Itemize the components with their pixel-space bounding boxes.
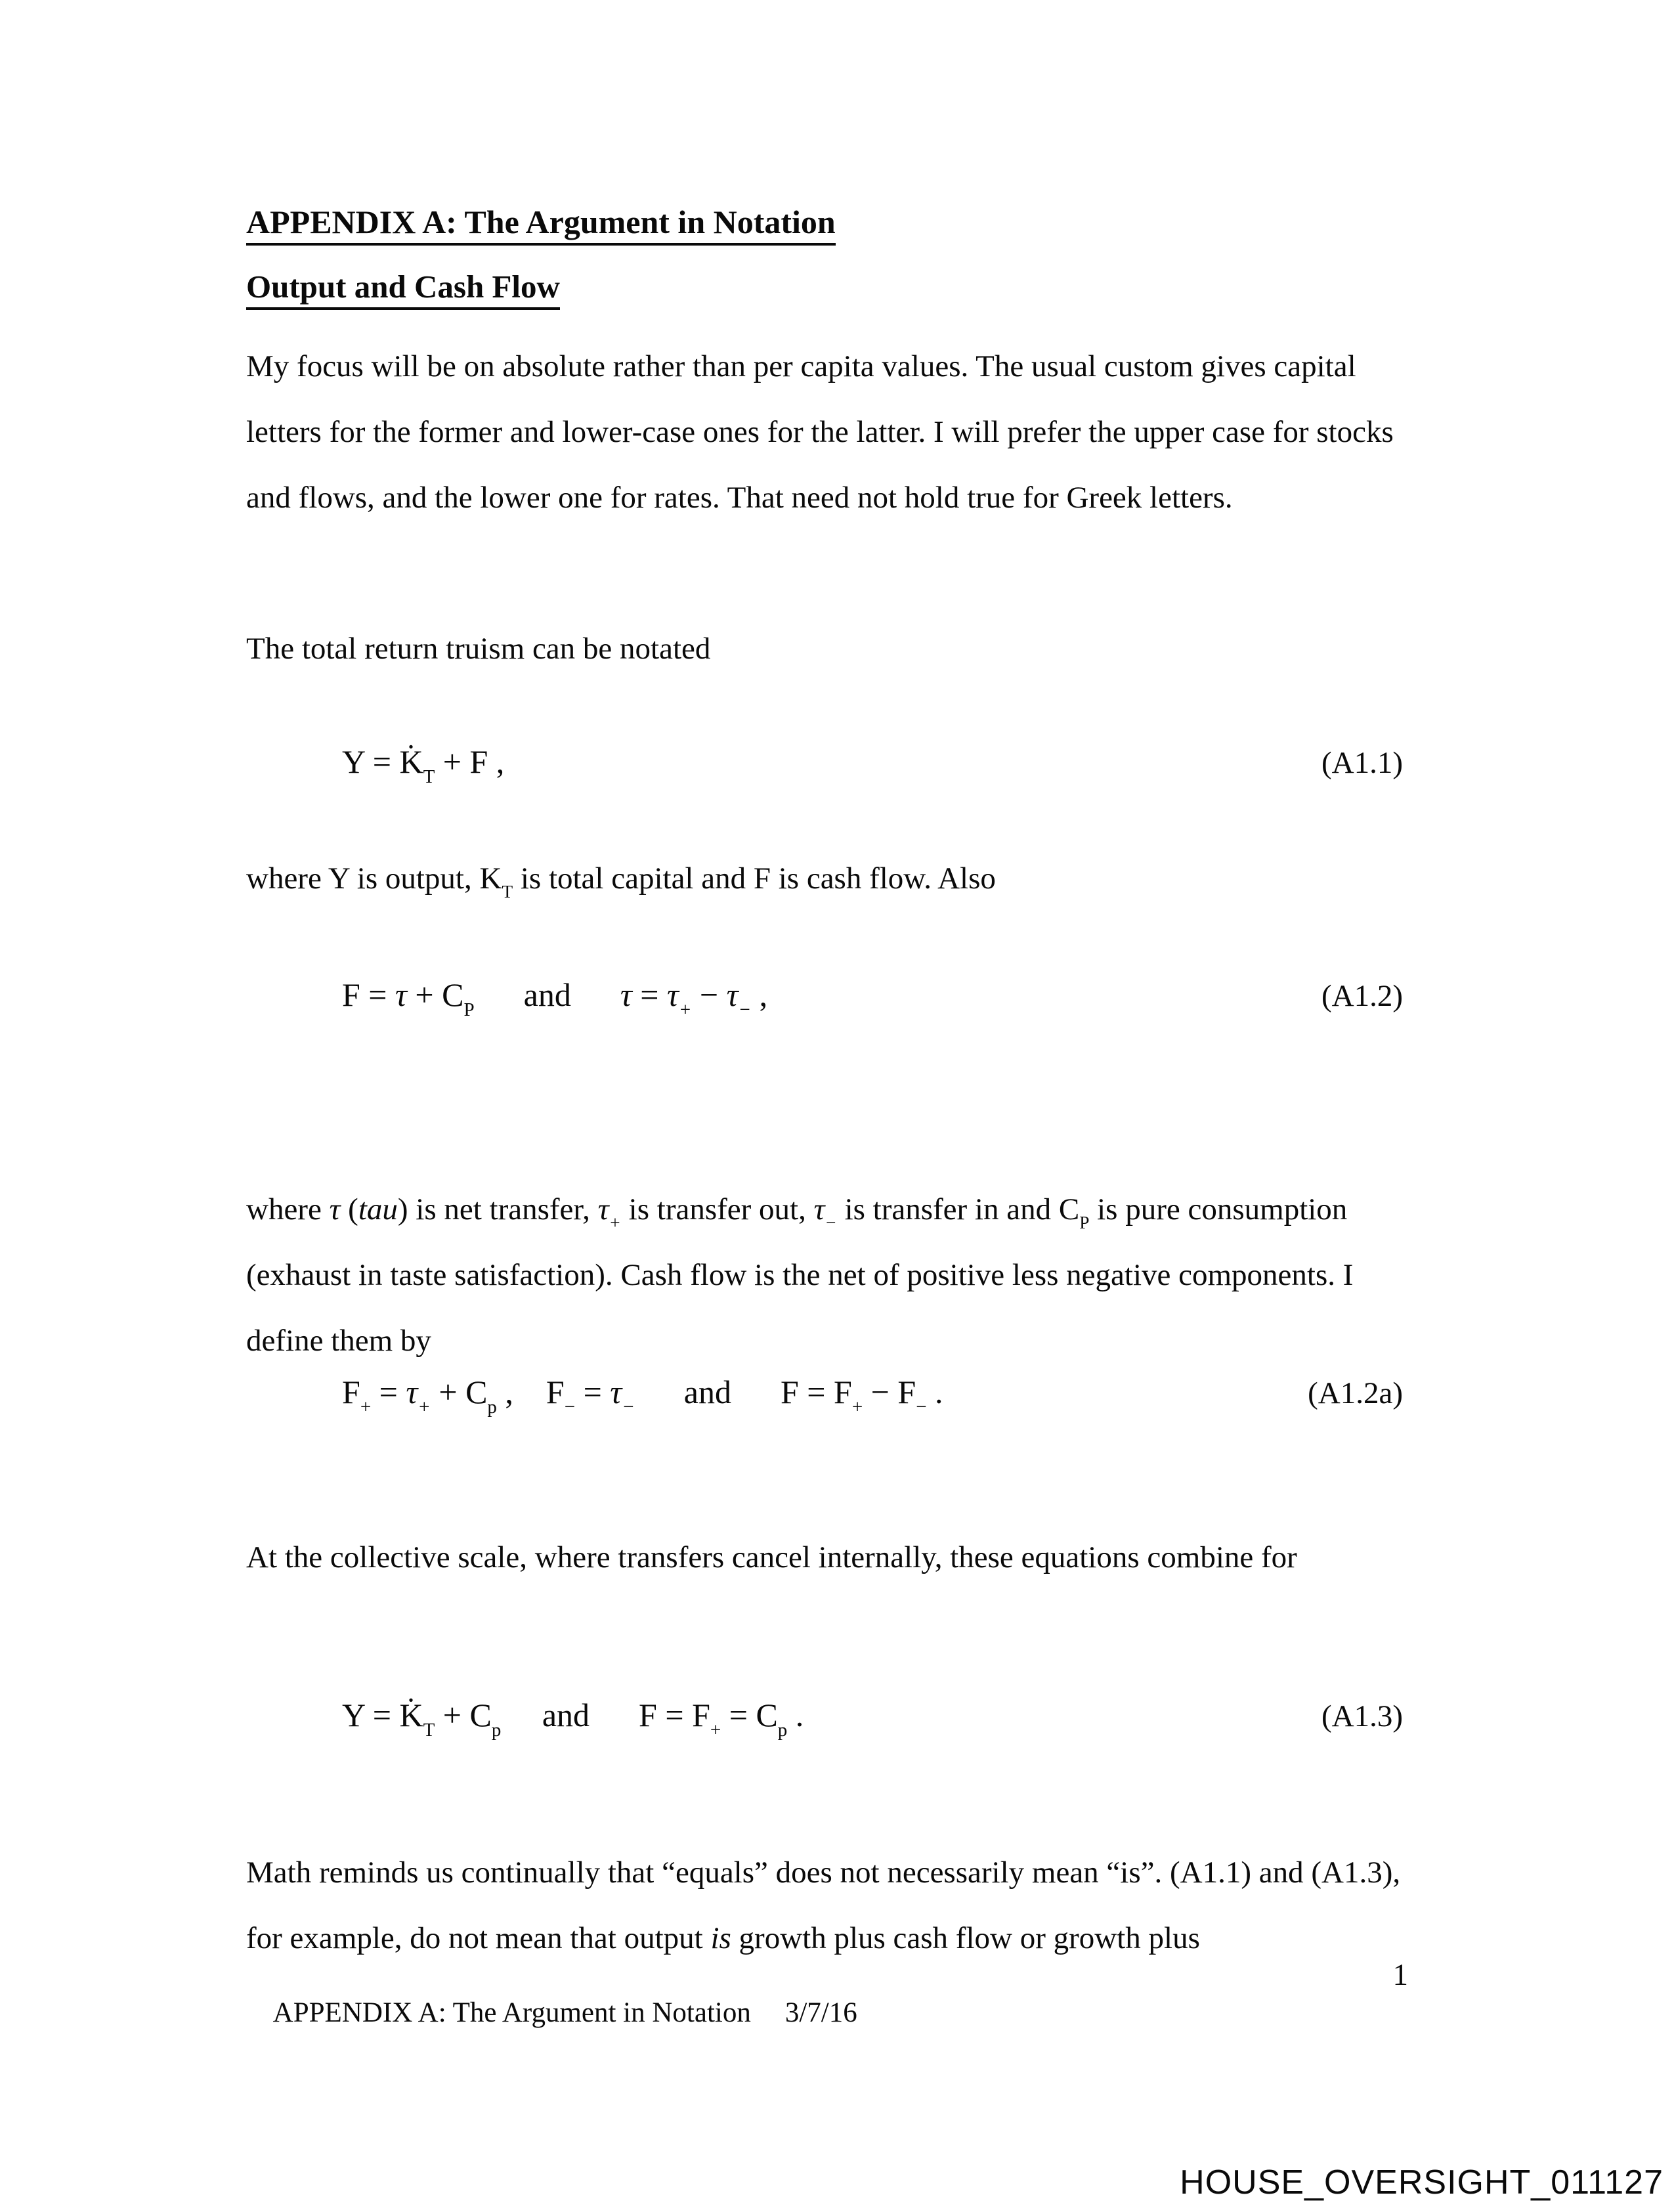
equation-a1-2-body: $F = \tau + C_P$ and $\tau = \tau_+ - \tau_-$ ,	[342, 976, 768, 1021]
paragraph-collective-scale: At the collective scale, where transfers cancel internally, these equations combine for	[246, 1540, 1297, 1574]
paragraph-truism: The total return truism can be notated	[246, 632, 711, 666]
equation-a1-3-body: $Y = K̇_T + C_p$ and $F = F_+ = C_p$ .	[342, 1697, 804, 1741]
equation-a1-3	[246, 1694, 1403, 1741]
footer-running-title: APPENDIX A: The Argument in Notation	[272, 1997, 751, 2028]
paragraph-where-tau: where τ (tau) is net transfer, $\tau_+$ is transfer out, $\tau_-$ is transfer in and $C_P$ is pure consumption (exhaust in taste satisfaction). Cash flow is the net of positive less negative components. I define them by	[246, 1192, 1354, 1358]
bates-stamp: HOUSE_OVERSIGHT_011127	[1180, 2163, 1663, 2201]
page-number: 1	[1392, 1958, 1408, 1992]
equation-a1-2a	[246, 1371, 1403, 1418]
equation-a1-1-body: $Y = K̇_T + F$ ,	[342, 743, 505, 788]
paragraph-focus: My focus will be on absolute rather than per capita values. The usual custom gives capital letters for the former and lower-case ones for the latter. I will prefer the upper case for stocks and flows, and the lower one for rates. That need not hold true for Greek letters.	[246, 349, 1394, 515]
equation-a1-3-label: (A1.3)	[1321, 1699, 1403, 1733]
equation-a1-2a-label: (A1.2a)	[1308, 1376, 1403, 1410]
section-heading	[246, 268, 1438, 307]
paragraph-math-reminds: Math reminds us continually that “equals” does not necessarily mean “is”. (A1.1) and (A1.3), for example, do not mean that output is growth plus cash flow or growth plus	[246, 1855, 1401, 1955]
appendix-title-text: APPENDIX A: The Argument in Notation	[246, 204, 836, 246]
equation-a1-1-label: (A1.1)	[1321, 746, 1403, 780]
equation-a1-2a-body: $F_+ = \tau_+ + C_p$ , $F_- = \tau_-$ and $F = F_+ - F_-$ .	[342, 1374, 943, 1418]
equation-a1-2-label: (A1.2)	[1321, 979, 1403, 1013]
footer-date: 3/7/16	[784, 1997, 857, 2028]
section-heading-text: Output and Cash Flow	[246, 269, 560, 310]
appendix-title	[246, 202, 1438, 242]
page-footer	[246, 1962, 857, 2064]
equation-a1-2	[246, 974, 1403, 1021]
equation-a1-1	[246, 741, 1403, 788]
paragraph-where-output: where Y is output, $K_T$ is total capital and F is cash flow. Also	[246, 861, 996, 902]
